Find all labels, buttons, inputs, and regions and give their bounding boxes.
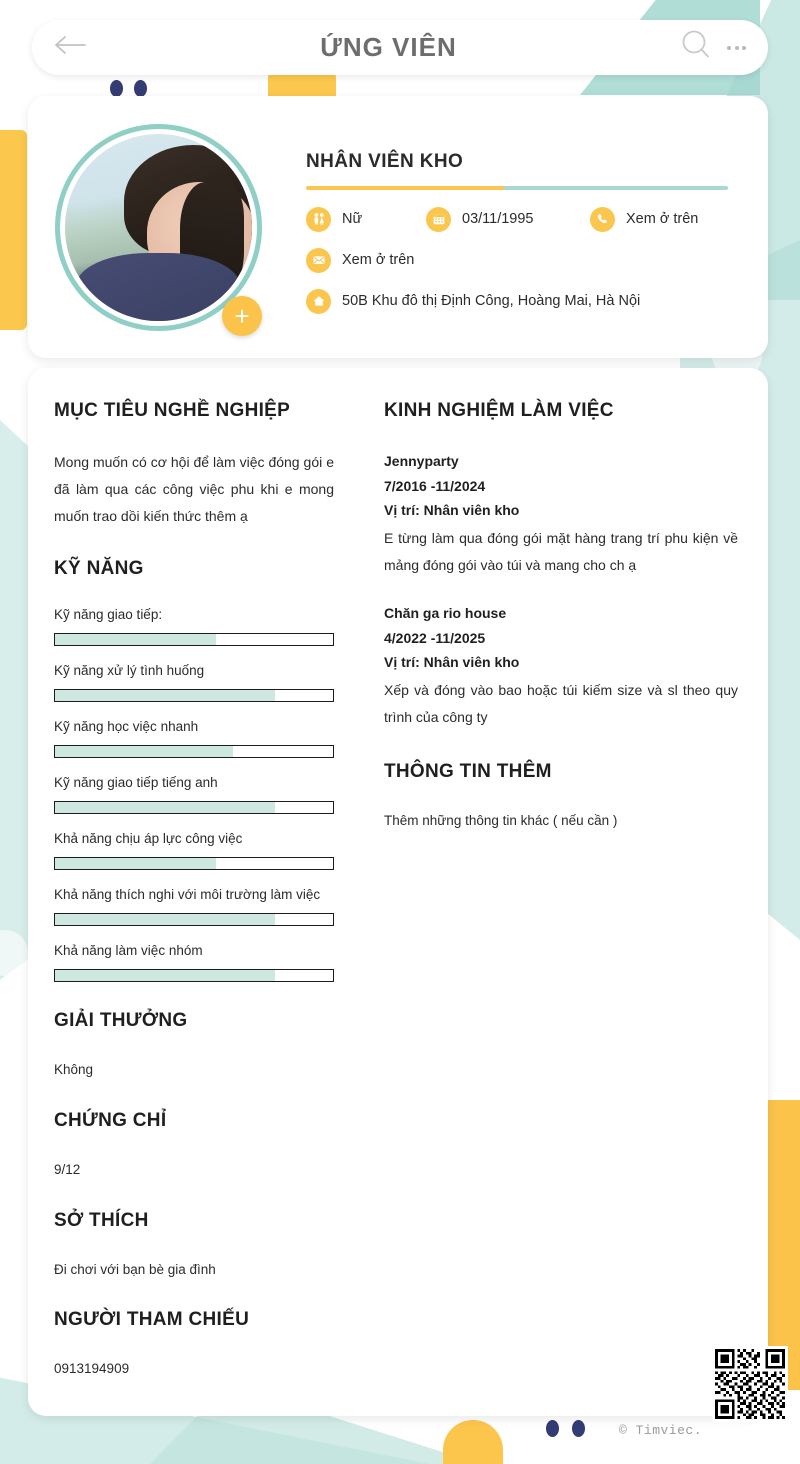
resume-body-card (28, 368, 768, 1416)
skill-bar-fill (55, 634, 216, 645)
hobbies-text: Đi chơi với bạn bè gia đình (54, 1261, 216, 1277)
experience-date: 4/2022 -11/2025 (384, 629, 486, 646)
app-header (32, 20, 768, 75)
experience-description: E từng làm qua đóng gói mặt hàng trang trí phu kiện về mảng đóng gói vào túi và mang cho ch ạ (384, 529, 738, 573)
back-button[interactable] (54, 35, 98, 60)
skill-label: Khả năng thích nghi với môi trường làm việc (54, 886, 321, 902)
info-birthday (426, 207, 590, 232)
section-hobbies (54, 1210, 334, 1282)
skill-item (54, 887, 334, 926)
skill-item (54, 719, 334, 758)
hobbies-title: SỞ THÍCH (54, 1209, 149, 1231)
skill-label: Kỹ năng giao tiếp: (54, 606, 163, 622)
references-title: NGƯỜI THAM CHIẾU (54, 1309, 250, 1331)
avatar-container (28, 96, 288, 358)
section-divider (54, 1241, 334, 1245)
section-divider (306, 186, 728, 190)
navy-dot-bottom-1 (546, 1420, 559, 1437)
section-divider (54, 431, 334, 435)
experience-position: Vị trí: Nhân viên kho (384, 654, 520, 671)
skill-bar (54, 969, 334, 982)
experience-date: 7/2016 -11/2024 (384, 477, 486, 494)
gender-value: Nữ (342, 211, 363, 227)
skill-item (54, 943, 334, 982)
profile-info (288, 121, 768, 334)
phone-icon (590, 207, 615, 232)
phone-value: Xem ở trên (626, 211, 699, 227)
info-row-2 (306, 248, 728, 273)
home-icon (306, 289, 331, 314)
objective-title: MỤC TIÊU NGHỀ NGHIỆP (54, 400, 291, 421)
more-options-icon[interactable] (727, 46, 746, 50)
skill-bar (54, 689, 334, 702)
experience-item (384, 449, 738, 579)
info-row-1 (306, 207, 728, 232)
skills-title: KỸ NĂNG (54, 557, 144, 579)
additional-info-text: Thêm những thông tin khác ( nếu cần ) (384, 813, 618, 829)
navy-dot-top-1 (110, 80, 123, 97)
skill-bar-fill (55, 746, 233, 757)
profile-card (28, 96, 768, 358)
address-value: 50B Khu đô thị Định Công, Hoàng Mai, Hà Nội (342, 293, 641, 309)
skill-label: Kỹ năng xử lý tình huống (54, 662, 205, 678)
experience-company: Jennyparty (384, 453, 459, 469)
objective-text: Mong muốn có cơ hội để làm việc đóng gói e đã làm qua các công việc phu khi e mong muốn trao dồi kiến thức thêm ạ (54, 454, 334, 524)
skill-label: Khả năng làm việc nhóm (54, 942, 203, 958)
certificates-text: 9/12 (54, 1161, 81, 1177)
section-skills (54, 558, 334, 982)
copyright-text: © Timviec. (618, 1423, 702, 1438)
experience-description: Xếp và đóng vào bao hoặc túi kiếm size và sl theo quy trình của công ty (384, 681, 738, 725)
email-icon (306, 248, 331, 273)
awards-title: GIẢI THƯỞNG (54, 1009, 188, 1031)
skill-bar-fill (55, 914, 275, 925)
experience-item (384, 601, 738, 731)
skill-bar-fill (55, 690, 275, 701)
section-divider (54, 1141, 334, 1145)
skill-label: Kỹ năng học việc nhanh (54, 718, 199, 734)
yellow-shape-left (0, 130, 27, 330)
section-awards (54, 1010, 334, 1082)
experience-company: Chăn ga rio house (384, 605, 507, 622)
section-certificates (54, 1110, 334, 1182)
skill-bar (54, 913, 334, 926)
qr-code[interactable] (712, 1346, 788, 1422)
skill-item (54, 663, 334, 702)
awards-text: Không (54, 1061, 94, 1077)
section-additional-info (384, 761, 738, 833)
right-column (360, 368, 768, 1416)
page-title: ỨNG VIÊN (320, 32, 457, 62)
skill-label: Kỹ năng giao tiếp tiếng anh (54, 774, 218, 790)
section-references (54, 1309, 334, 1381)
section-divider (384, 792, 738, 796)
left-column (28, 368, 360, 1416)
navy-dot-bottom-2 (572, 1420, 585, 1437)
skill-label: Khả năng chịu áp lực công việc (54, 830, 243, 846)
email-value: Xem ở trên (342, 252, 415, 268)
section-divider (54, 1340, 334, 1344)
info-address (306, 289, 640, 314)
info-email (306, 248, 414, 273)
calendar-icon (426, 207, 451, 232)
skill-item (54, 775, 334, 814)
qr-code-image (715, 1349, 785, 1419)
search-icon[interactable] (679, 28, 713, 67)
candidate-job-title: NHÂN VIÊN KHO (306, 150, 464, 172)
skill-bar-fill (55, 802, 275, 813)
navy-dot-top-2 (134, 80, 147, 97)
skill-bar-fill (55, 970, 275, 981)
certificates-title: CHỨNG CHỈ (54, 1109, 167, 1131)
skill-bar-fill (55, 858, 216, 869)
skill-item (54, 607, 334, 646)
section-divider (54, 1041, 334, 1045)
experience-title: KINH NGHIỆM LÀM VIỆC (384, 400, 614, 421)
arrow-left-icon (54, 35, 88, 60)
avatar (65, 134, 252, 321)
experience-position: Vị trí: Nhân viên kho (384, 502, 520, 518)
section-divider (54, 589, 334, 593)
skill-item (54, 831, 334, 870)
references-text: 0913194909 (54, 1361, 130, 1377)
section-objective (54, 400, 334, 530)
info-gender (306, 207, 426, 232)
section-experience (384, 400, 738, 731)
birthday-value: 03/11/1995 (462, 211, 534, 227)
gender-icon (306, 207, 331, 232)
section-divider (384, 431, 738, 435)
skill-bar (54, 745, 334, 758)
info-phone (590, 207, 698, 232)
add-photo-button[interactable]: + (222, 296, 262, 336)
info-row-3 (306, 289, 728, 314)
skill-bar (54, 801, 334, 814)
additional-info-title: THÔNG TIN THÊM (384, 761, 552, 783)
skill-bar (54, 633, 334, 646)
skill-bar (54, 857, 334, 870)
